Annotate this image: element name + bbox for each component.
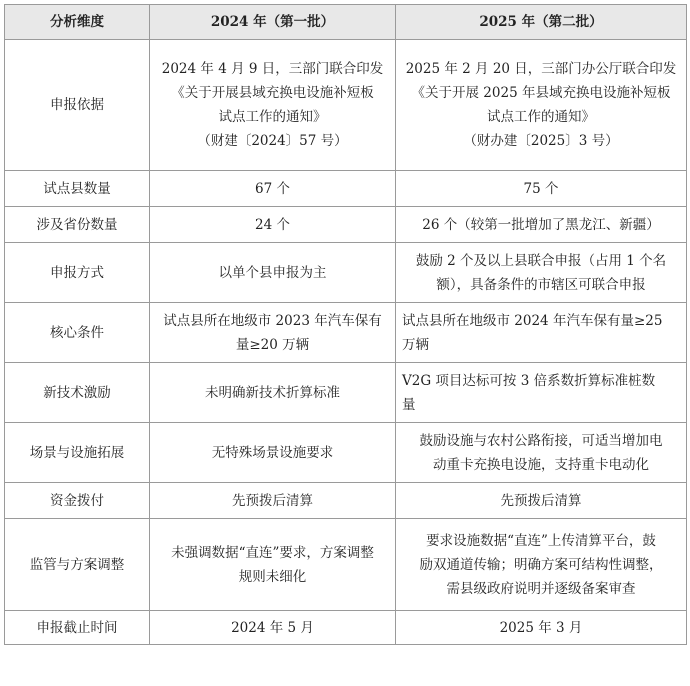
cell-line: 万辆 [402, 336, 429, 353]
table-row [5, 207, 687, 243]
value-2024-cell: 无特殊场景设施要求 [150, 423, 396, 483]
table-row [5, 171, 687, 207]
cell-line: 要求设施数据“直连”上传清算平台，鼓 [426, 532, 656, 549]
value-2024-cell [150, 519, 396, 611]
value-2024-cell: 以单个县申报为主 [150, 243, 396, 303]
value-2025-cell: 75 个 [396, 171, 687, 207]
value-2024-cell: 2024 年 5 月 [150, 611, 396, 645]
cell-line: V2G 项目达标可按 3 倍系数折算标准桩数 [402, 372, 656, 389]
cell-line: 试点县所在地级市 2023 年汽车保有 [163, 312, 382, 329]
table-row [5, 423, 687, 483]
cell-line: 量 [402, 396, 416, 413]
table-header-row [5, 5, 687, 40]
dimension-cell: 申报依据 [5, 40, 150, 171]
value-2025-cell [396, 519, 687, 611]
cell-line: 《关于开展县域充换电设施补短板 [171, 85, 374, 101]
value-2025-cell [396, 243, 687, 303]
table-row [5, 303, 687, 363]
value-2025-cell [396, 423, 687, 483]
cell-line: 鼓励设施与农村公路衔接，可适当增加电 [419, 432, 663, 449]
value-2024-cell [150, 40, 396, 171]
table-row [5, 40, 687, 171]
cell-line: （财办建〔2025〕3 号） [463, 133, 619, 149]
value-2024-cell: 先预拨后清算 [150, 483, 396, 519]
header-2025: 2025 年（第二批） [396, 5, 687, 40]
cell-line: 鼓励 2 个及以上县联合申报（占用 1 个名 [415, 252, 667, 269]
value-2024-cell: 24 个 [150, 207, 396, 243]
cell-line: 励双通道传输；明确方案可结构性调整， [419, 556, 663, 573]
header-dimension: 分析维度 [5, 5, 150, 40]
cell-line: 2024 年 4 月 9 日，三部门联合印发 [161, 61, 384, 77]
dimension-cell: 涉及省份数量 [5, 207, 150, 243]
table-row [5, 483, 687, 519]
value-2025-cell: 26 个（较第一批增加了黑龙江、新疆） [396, 207, 687, 243]
value-2024-cell: 67 个 [150, 171, 396, 207]
cell-line: 需县级政府说明并逐级备案审查 [446, 580, 636, 597]
dimension-cell: 新技术激励 [5, 363, 150, 423]
cell-line: 未强调数据“直连”要求，方案调整 [171, 544, 374, 561]
cell-line: 规则未细化 [238, 568, 307, 585]
cell-line: 试点工作的通知》 [487, 109, 595, 125]
value-2025-cell [396, 40, 687, 171]
cell-line: 额），具备条件的市辖区可联合申报 [436, 276, 646, 293]
cell-line: 试点工作的通知》 [218, 109, 327, 125]
dimension-cell: 资金拨付 [5, 483, 150, 519]
dimension-cell: 申报截止时间 [5, 611, 150, 645]
dimension-cell: 监管与方案调整 [5, 519, 150, 611]
cell-line: 动重卡充换电设施，支持重卡电动化 [433, 456, 649, 473]
table-row [5, 243, 687, 303]
cell-line: 量≥20 万辆 [235, 336, 310, 353]
value-2024-cell [150, 303, 396, 363]
value-2024-cell: 未明确新技术折算标准 [150, 363, 396, 423]
value-2025-cell: 2025 年 3 月 [396, 611, 687, 645]
policy-comparison-table [4, 4, 687, 645]
table-row [5, 363, 687, 423]
header-2024: 2024 年（第一批） [150, 5, 396, 40]
dimension-cell: 核心条件 [5, 303, 150, 363]
cell-line: （财建〔2024〕57 号） [197, 133, 348, 149]
value-2025-cell: 先预拨后清算 [396, 483, 687, 519]
cell-line: 试点县所在地级市 2024 年汽车保有量≥25 [402, 312, 663, 329]
value-2025-cell [396, 363, 687, 423]
table-row [5, 611, 687, 645]
dimension-cell: 申报方式 [5, 243, 150, 303]
dimension-cell: 试点县数量 [5, 171, 150, 207]
value-2025-cell [396, 303, 687, 363]
cell-line: 2025 年 2 月 20 日，三部门办公厅联合印发 [405, 61, 677, 77]
table-row [5, 519, 687, 611]
dimension-cell: 场景与设施拓展 [5, 423, 150, 483]
cell-line: 《关于开展 2025 年县域充换电设施补短板 [411, 85, 671, 101]
